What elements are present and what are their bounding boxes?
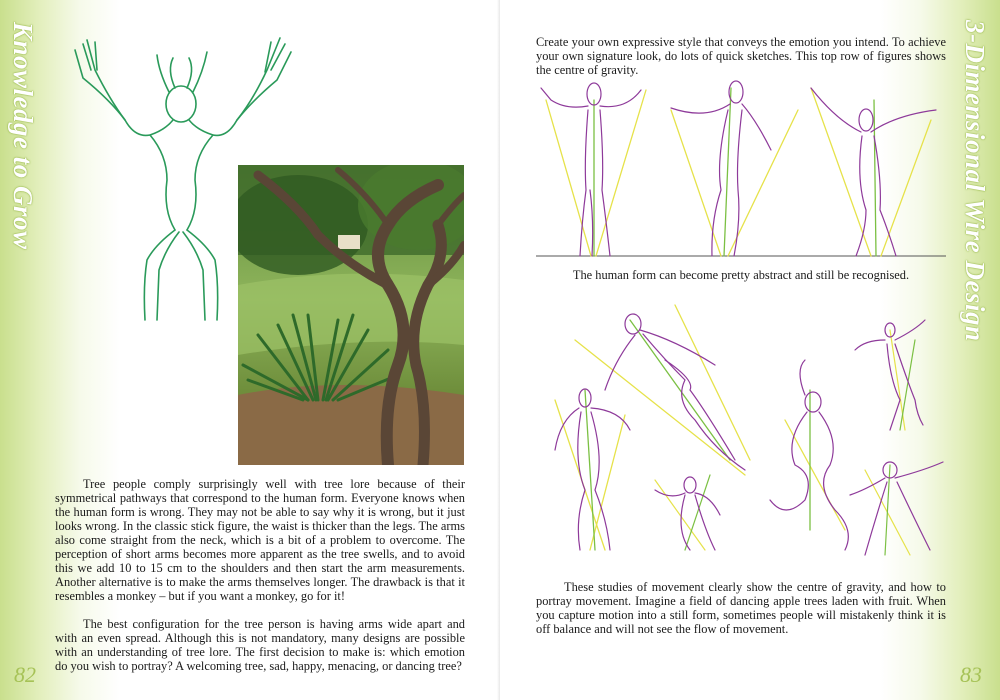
right-intro-paragraph: Create your own expressive style that conveys the emotion you intend. To achieve your own signature look, do lots of quick sketches. This top row of figures shows the centre of gravity.: [536, 35, 946, 77]
gravity-sketches-top-row: [536, 80, 946, 260]
page-number-left: 82: [14, 662, 36, 687]
tree-person-photo: [238, 165, 464, 465]
left-paragraph-2: The best configuration for the tree person is having arms wide apart and with an even spread. Although this is not mandatory, many designs are possible with an understanding of tree lore. The first decision to make is: which emotion do you wish to portray? A welcoming tree, sad, happy, menacing, or dancing tree?: [55, 617, 465, 673]
movement-studies-sketches: [545, 300, 955, 560]
right-intro-text: [536, 35, 946, 77]
right-outro-text: [536, 580, 946, 636]
sketches-caption: The human form can become pretty abstract and still be recognised.: [572, 268, 910, 282]
right-side-title: 3-Dimensional Wire Design: [960, 20, 990, 342]
right-outro-paragraph: These studies of movement clearly show the centre of gravity, and how to portray movement. Imagine a field of dancing apple trees laden with fruit. When you capture motion into a still form, sometimes people will mistakenly think it is off balance and will not see the flow of movement.: [536, 580, 946, 636]
left-paragraph-1: Tree people comply surprisingly well with tree lore because of their symmetrical pathways that correspond to the human form. Everyone knows when the human form is wrong. They may not be able to say why it is wrong, but it just looks wrong. In the classic stick figure, the waist is thicker than the legs. The arms also come straight from the neck, which is a bit of a problem to overcome. The perception of short arms becomes more apparent as the tree swells, and to avoid this we add 10 to 15 cm to the shoulders and then start the arm measurements. Another alternative is to make the arms themselves longer. The drawback is that it resembles a monkey – but if you want a monkey, go for it!: [55, 477, 465, 603]
page-number-right: 83: [960, 662, 982, 687]
left-side-title: Knowledge to Grow: [8, 22, 38, 250]
left-body-text: [55, 477, 465, 673]
